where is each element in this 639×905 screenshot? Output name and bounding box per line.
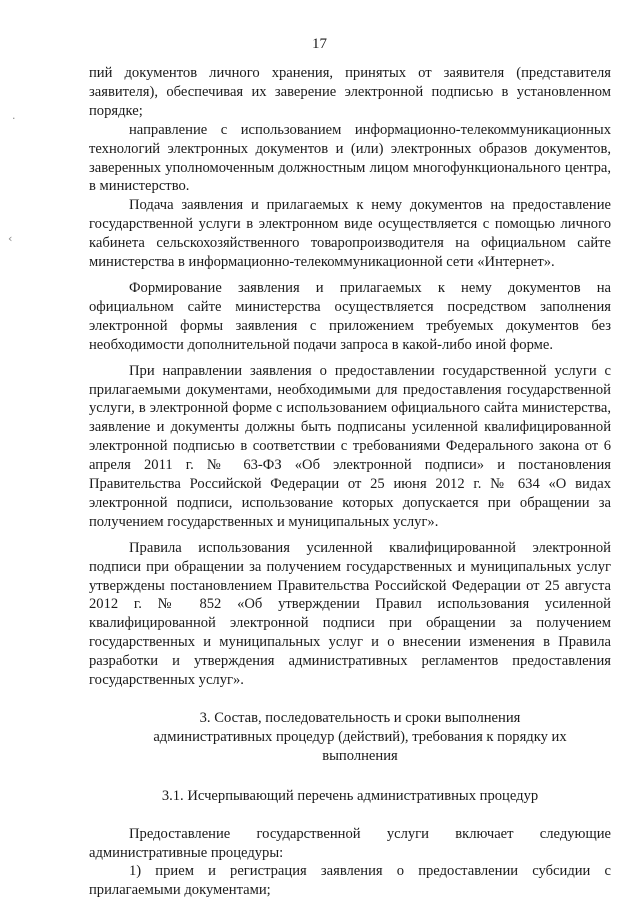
paragraph: направление с использованием информационно-телекоммуникационных технологий электронных документов и (или) электронных образов документов, заверенных уполномоченным должностным лицом многофункционального центра, в министерство. [89, 121, 611, 195]
scan-speck: ‹ [8, 232, 13, 245]
subsection-heading: 3.1. Исчерпывающий перечень административных процедур [161, 787, 539, 804]
paragraph: Формирование заявления и прилагаемых к нему документов на официальном сайте министерства осуществляется посредством заполнения электронной формы заявления с приложением требуемых документов без необходимости дополнительной подачи запроса в какой-либо иной форме. [89, 279, 611, 353]
paragraph: пий документов личного хранения, принятых от заявителя (представителя заявителя), обеспечивая их заверение электронной подписью в установленном порядке; [89, 65, 611, 119]
paragraph: Подача заявления и прилагаемых к нему документов на предоставление государственной услуги в электронном виде осуществляется с помощью личного кабинета сельскохозяйственного товаропроизводителя на официальном сайте министерства в информационно-телекоммуникационной сети «Интернет». [89, 197, 611, 271]
scan-speck: · [12, 112, 16, 125]
paragraph: Правила использования усиленной квалифицированной электронной подписи при обращении за получением государственных и муниципальных услуг утверждены постановлением Правительства Российской Федерации от 25 августа 2012 г. № 852 «Об утверждении Правил использования усиленной квалифицированной электронной подписи при обращении за получением государственных и муниципальных услуг и о внесении изменения в Правила разработки и утверждения административных регламентов предоставления государственных услуг». [89, 539, 611, 689]
list-item: 1) прием и регистрация заявления о предоставлении субсидии с прилагаемыми документами; [89, 863, 611, 899]
page-number: 17 [312, 36, 327, 52]
paragraph: При направлении заявления о предоставлении государственной услуги с прилагаемыми документами, необходимыми для предоставления государственной услуги, в электронной форме с использованием официального сайта министерства, заявление и документы должны быть подписаны усиленной квалифицированной электронной подписью в соответствии с требованиями Федерального закона от 6 апреля 2011 г. № 63-ФЗ «Об электронной подписи» и постановления Правительства Российской Федерации от 25 июня 2012 г. № 634 «О видах электронной подписи, использование которых допускается при обращении за получением государственных и муниципальных услуг». [89, 362, 611, 530]
paragraph: Предоставление государственной услуги включает следующие административные процедуры: [89, 825, 611, 861]
section-heading: 3. Состав, последовательность и сроки выполнения административных процедур (действий), требования к порядку их выполнения [153, 710, 567, 764]
document-body [89, 64, 611, 900]
